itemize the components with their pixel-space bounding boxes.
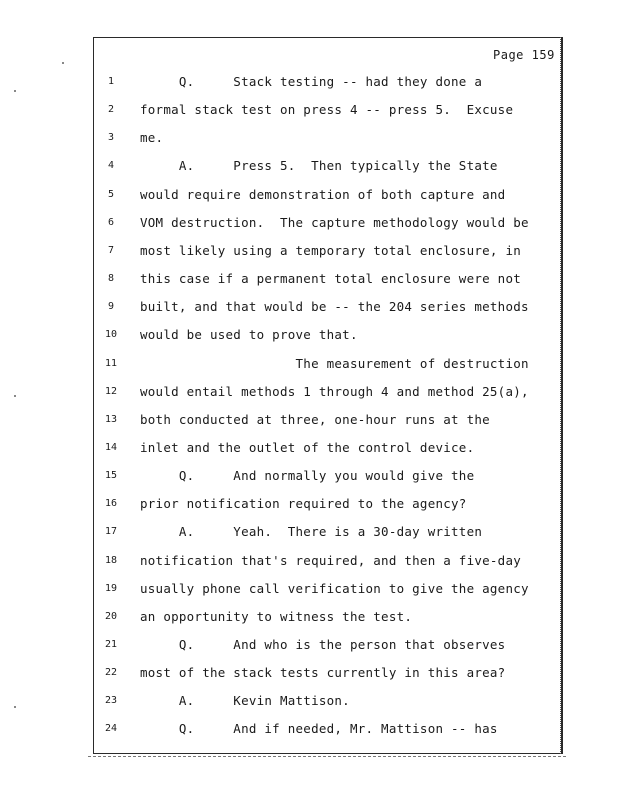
transcript-line (100, 494, 558, 514)
line-number: 13 (104, 413, 118, 425)
right-margin-rule (560, 37, 564, 754)
line-number: 7 (107, 244, 115, 256)
scan-speck (14, 395, 16, 397)
scan-speck (14, 706, 16, 708)
line-number: 17 (104, 526, 118, 538)
line-number: 9 (107, 301, 115, 313)
line-text: A. Kevin Mattison. (140, 693, 350, 709)
line-number: 23 (104, 695, 118, 707)
transcript-line (100, 297, 558, 317)
transcript-line (100, 354, 558, 374)
transcript-line (100, 551, 558, 571)
transcript-line (100, 128, 558, 148)
line-text: Q. Stack testing -- had they done a (140, 74, 483, 89)
line-text: A. Press 5. Then typically the State (140, 158, 498, 174)
line-text: prior notification required to the agency? (140, 496, 467, 512)
transcript-line (100, 579, 558, 599)
line-text: me. (140, 130, 164, 146)
line-text: built, and that would be -- the 204 series methods (140, 299, 529, 315)
transcript-line (100, 325, 558, 345)
line-number: 19 (104, 582, 118, 594)
line-text: most of the stack tests currently in this area? (140, 665, 506, 681)
transcript-line (100, 635, 558, 655)
line-number: 24 (104, 723, 118, 735)
line-number: 18 (104, 554, 118, 566)
transcript-line (100, 607, 558, 627)
transcript-line (100, 522, 558, 542)
transcript-line (100, 72, 558, 92)
line-number: 10 (104, 329, 118, 341)
line-text: this case if a permanent total enclosure were not (140, 271, 522, 287)
transcript-line (100, 466, 558, 486)
line-text: Q. And who is the person that observes (140, 637, 506, 652)
line-text: usually phone call verification to give the agency (140, 580, 529, 596)
scan-speck (14, 90, 16, 92)
line-number: 8 (107, 273, 115, 285)
line-text: The measurement of destruction (140, 355, 529, 371)
transcript-line (100, 269, 558, 289)
page-number: Page 159 (493, 48, 555, 62)
line-number: 3 (107, 132, 115, 144)
line-text: would require demonstration of both capture and (140, 186, 506, 202)
transcript-line (100, 382, 558, 402)
line-number: 16 (104, 498, 118, 510)
line-number: 14 (104, 441, 118, 453)
line-text: would entail methods 1 through 4 and method 25(a), (140, 383, 529, 399)
line-number: 4 (107, 160, 115, 172)
line-number: 20 (104, 610, 118, 622)
line-text: an opportunity to witness the test. (140, 608, 413, 624)
transcript-line (100, 241, 558, 261)
transcript-line (100, 719, 558, 739)
line-number: 21 (104, 639, 118, 650)
line-text: would be used to prove that. (140, 327, 358, 343)
transcript-line (100, 100, 558, 120)
line-text: most likely using a temporary total enclosure, in (140, 242, 522, 258)
transcript-line (100, 438, 558, 458)
line-text: notification that's required, and then a five-day (140, 552, 522, 568)
bottom-rule (88, 756, 566, 757)
line-number: 12 (104, 385, 118, 397)
line-text: formal stack test on press 4 -- press 5. Excuse (140, 102, 514, 118)
transcript-line (100, 691, 558, 711)
transcript-line (100, 156, 558, 176)
line-number: 1 (107, 76, 115, 87)
line-number: 5 (107, 188, 115, 200)
line-text: A. Yeah. There is a 30-day written (140, 524, 483, 540)
line-number: 15 (104, 470, 118, 482)
scan-speck (62, 62, 64, 64)
transcript-line (100, 410, 558, 430)
line-number: 22 (104, 667, 118, 679)
transcript-line (100, 663, 558, 683)
line-text: VOM destruction. The capture methodology would be (140, 214, 529, 230)
line-number: 6 (107, 216, 115, 228)
line-number: 2 (107, 104, 115, 116)
line-text: inlet and the outlet of the control device. (140, 439, 475, 455)
transcript-line (100, 213, 558, 233)
line-text: Q. And normally you would give the (140, 468, 475, 484)
line-number: 11 (104, 357, 118, 369)
line-text: both conducted at three, one-hour runs at the (140, 411, 490, 427)
transcript-line (100, 185, 558, 205)
line-text: Q. And if needed, Mr. Mattison -- has (140, 721, 498, 737)
